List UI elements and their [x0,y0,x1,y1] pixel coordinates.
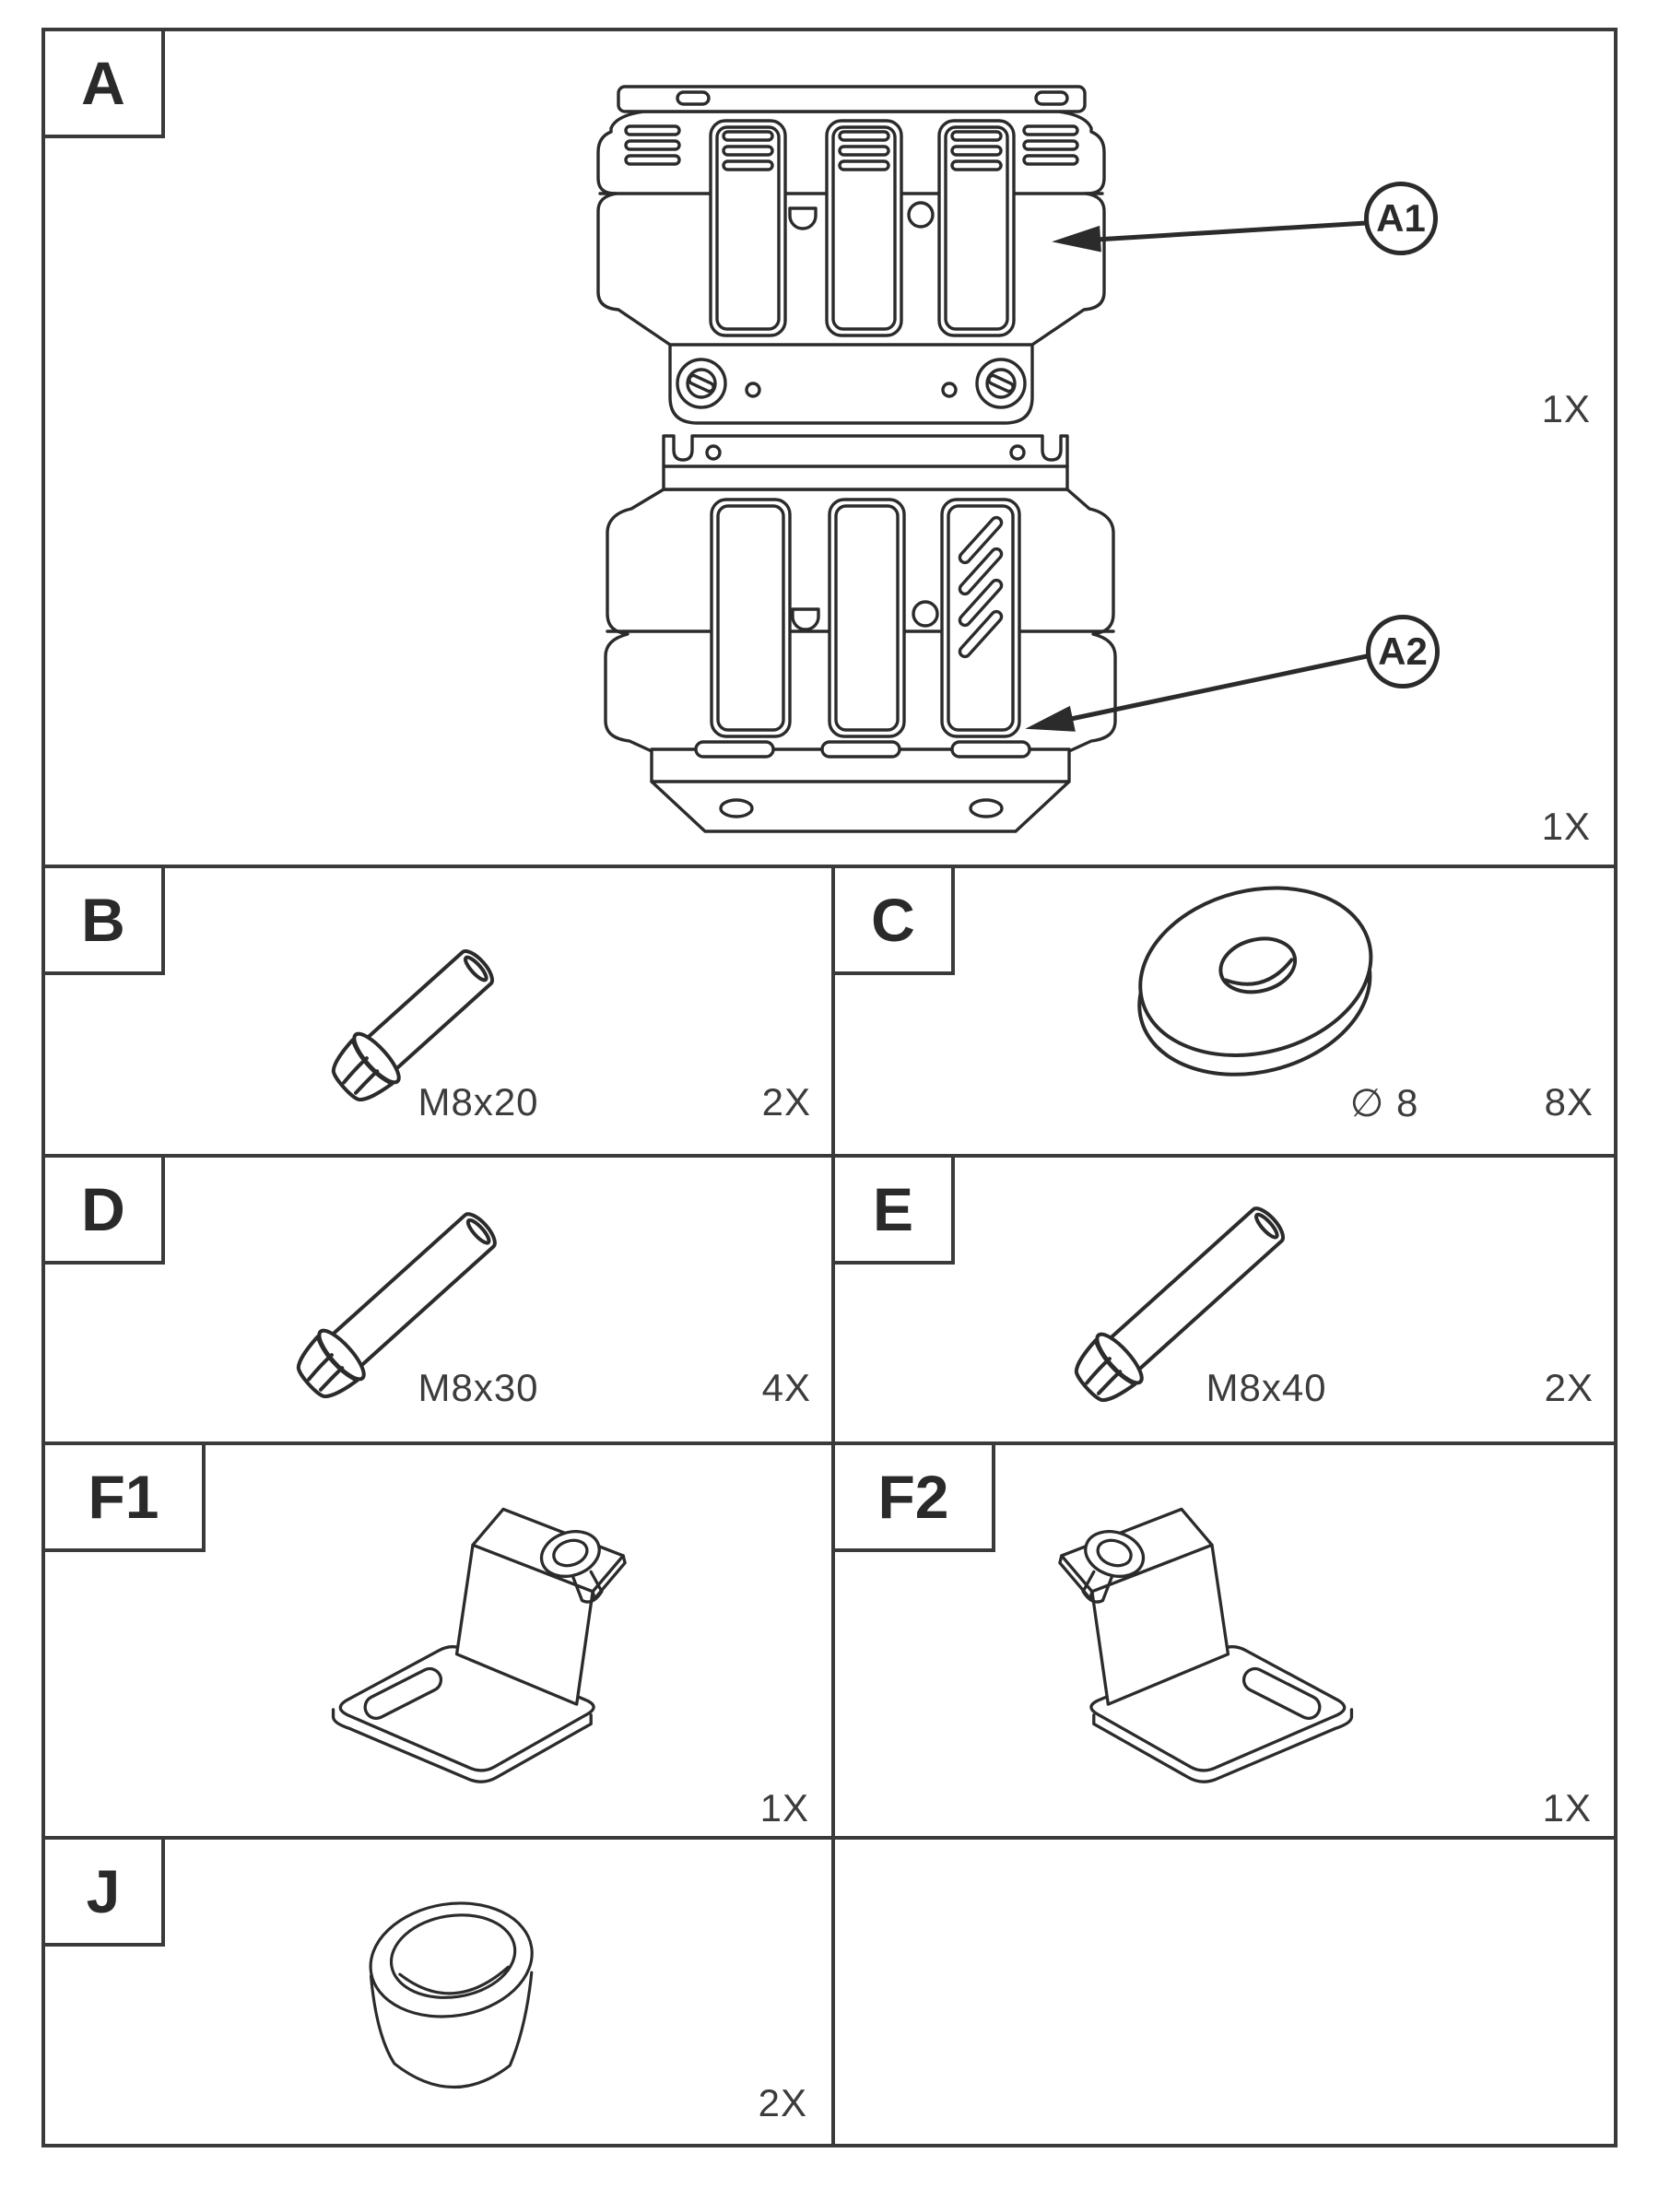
cell-F1-label: F1 [88,1463,159,1531]
bracket-right-drawing [1045,1491,1377,1800]
callout-a2-text: A2 [1378,629,1428,673]
row-f [45,1441,1614,1836]
cell-E-label-box [835,1158,955,1265]
qty-j: 2X [758,2081,807,2124]
cell-B-label-box [45,868,165,975]
cell-A [45,31,1614,865]
cell-C-label-box [835,868,955,975]
spec-e: M8x40 [1206,1366,1327,1409]
washer-drawing [1119,881,1395,1098]
qty-e: 2X [1544,1366,1594,1409]
row-de [45,1154,1614,1441]
callout-a2 [1366,615,1440,688]
bracket-left-drawing [308,1491,640,1800]
spec-d: M8x30 [418,1366,539,1409]
cell-E [831,1158,1614,1441]
cell-F2 [831,1445,1614,1836]
spec-b: M8x20 [418,1080,539,1124]
callout-a1 [1364,182,1438,255]
cell-F2-label-box [835,1445,995,1552]
cell-C [831,868,1614,1154]
row-bc [45,865,1614,1154]
row-a [45,31,1614,865]
cell-F1-label-box [45,1445,206,1552]
cell-J-label: J [86,1857,121,1925]
row-j [45,1836,1614,2144]
cell-B [45,868,831,1154]
cell-F1 [45,1445,831,1836]
callout-a1-arrow [1048,203,1380,258]
cell-B-label: B [81,886,125,954]
callout-a1-text: A1 [1376,196,1426,240]
qty-d: 4X [761,1366,811,1409]
cell-J-label-box [45,1840,165,1947]
cell-C-label: C [871,886,915,954]
spec-c: ∅ 8 [1349,1081,1419,1124]
cell-F2-label: F2 [877,1463,949,1531]
cell-D [45,1158,831,1441]
cell-J [45,1840,831,2144]
qty-a2: 1X [1541,805,1591,848]
cell-D-label: D [81,1175,125,1243]
cell-A-label-box [45,31,165,138]
qty-c: 8X [1544,1080,1594,1124]
cell-empty [831,1840,1614,2144]
qty-b: 2X [761,1080,811,1124]
skid-plate-a1-drawing [598,73,1124,460]
qty-a1: 1X [1541,387,1591,430]
cell-E-label: E [872,1175,914,1243]
spacer-bushing-drawing [349,1891,566,2112]
cell-D-label-box [45,1158,165,1265]
qty-f2: 1X [1542,1786,1592,1830]
parts-grid [41,28,1618,2147]
cell-A-label: A [81,49,125,117]
callout-a2-arrow [984,613,1371,742]
qty-f1: 1X [759,1786,809,1830]
